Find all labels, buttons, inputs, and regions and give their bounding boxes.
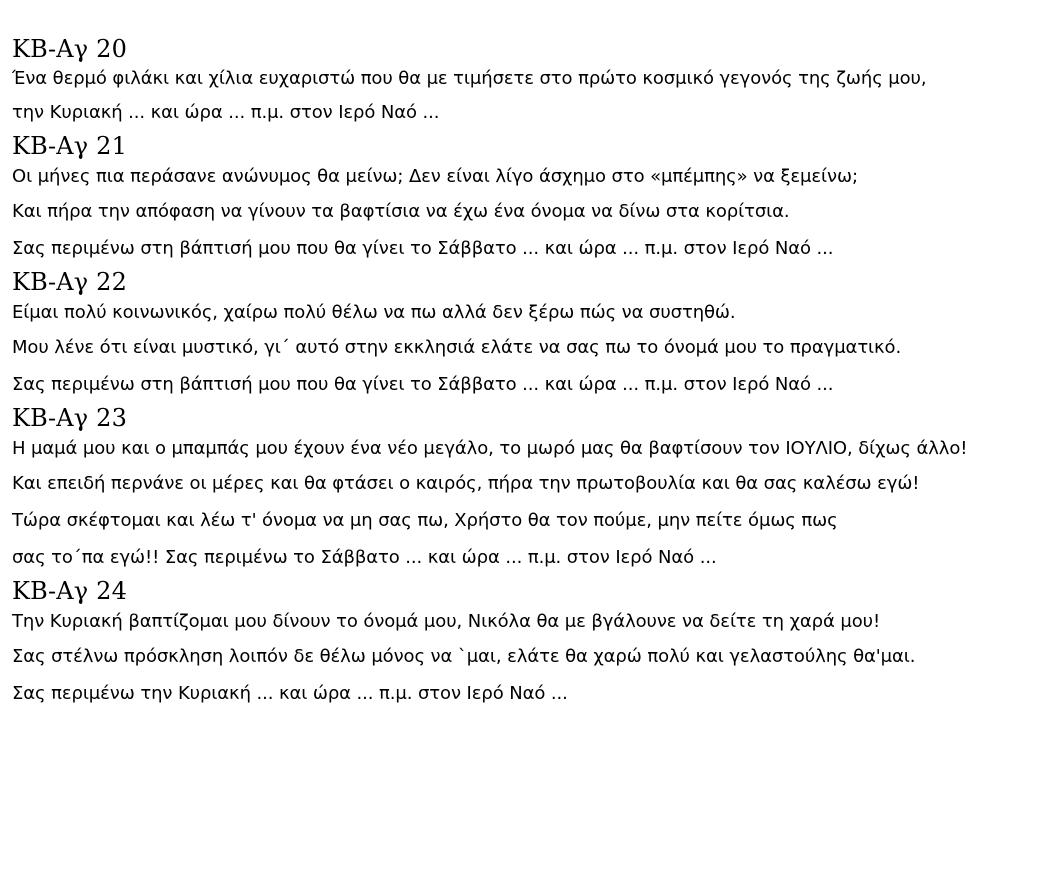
invitation-entry-24 bbox=[12, 576, 1036, 712]
entry-line: Την Κυριακή βαπτίζομαι μου δίνουν το όνομά μου, Νικόλα θα με βγάλουνε να δείτε τη χαρά μου! bbox=[12, 611, 881, 632]
entry-code: ΚΒ-Αγ 24 bbox=[12, 577, 128, 605]
entry-line: σας το΄πα εγώ!! Σας περιμένω το Σάββατο ... και ώρα ... π.μ. στον Ιερό Ναό ... bbox=[12, 547, 717, 568]
invitation-entry-23 bbox=[12, 403, 1036, 576]
entry-line: Και επειδή περνάνε οι μέρες και θα φτάσει ο καιρός, πήρα την πρωτοβουλία και θα σας καλέσω εγώ! bbox=[12, 473, 920, 494]
entry-line: Είμαι πολύ κοινωνικός, χαίρω πολύ θέλω να πω αλλά δεν ξέρω πώς να συστηθώ. bbox=[12, 302, 736, 323]
entry-line: Ένα θερμό φιλάκι και χίλια ευχαριστώ που θα με τιμήσετε στο πρώτο κοσμικό γεγονός της ζωής μου, bbox=[12, 68, 927, 89]
entry-line: Μου λένε ότι είναι μυστικό, γι΄ αυτό στην εκκλησιά ελάτε να σας πω το όνομά μου το πραγματικό. bbox=[12, 337, 902, 358]
entry-line: Τώρα σκέφτομαι και λέω τ' όνομα να μη σας πω, Χρήστο θα τον πούμε, μην πείτε όμως πως bbox=[12, 510, 838, 531]
entry-line: Σας περιμένω την Κυριακή ... και ώρα ... π.μ. στον Ιερό Ναό ... bbox=[12, 683, 568, 704]
invitation-entry-20 bbox=[12, 34, 1036, 131]
entry-line: Σας στέλνω πρόσκληση λοιπόν δε θέλω μόνος να `μαι, ελάτε θα χαρώ πολύ και γελαστούλης θα'μαι. bbox=[12, 646, 916, 667]
entry-code: ΚΒ-Αγ 22 bbox=[12, 268, 128, 296]
entry-line: Και πήρα την απόφαση να γίνουν τα βαφτίσια να έχω ένα όνομα να δίνω στα κορίτσια. bbox=[12, 201, 790, 222]
entry-line: Σας περιμένω στη βάπτισή μου που θα γίνει το Σάββατο ... και ώρα ... π.μ. στον Ιερό Ναό ... bbox=[12, 238, 834, 259]
entry-line: την Κυριακή ... και ώρα ... π.μ. στον Ιερό Ναό ... bbox=[12, 102, 440, 123]
entry-line: Σας περιμένω στη βάπτισή μου που θα γίνει το Σάββατο ... και ώρα ... π.μ. στον Ιερό Ναό ... bbox=[12, 374, 834, 395]
invitation-document bbox=[12, 34, 1036, 712]
entry-code: ΚΒ-Αγ 20 bbox=[12, 35, 128, 63]
entry-code: ΚΒ-Αγ 21 bbox=[12, 132, 128, 160]
invitation-entry-21 bbox=[12, 131, 1036, 267]
entry-line: Η μαμά μου και ο μπαμπάς μου έχουν ένα νέο μεγάλο, το μωρό μας θα βαφτίσουν τον ΙΟΥΛΙΟ, δίχως άλλο! bbox=[12, 438, 968, 459]
invitation-entry-22 bbox=[12, 267, 1036, 403]
entry-code: ΚΒ-Αγ 23 bbox=[12, 404, 128, 432]
entry-line: Οι μήνες πια περάσανε ανώνυμος θα μείνω; Δεν είναι λίγο άσχημο στο «μπέμπης» να ξεμείνω; bbox=[12, 166, 858, 187]
